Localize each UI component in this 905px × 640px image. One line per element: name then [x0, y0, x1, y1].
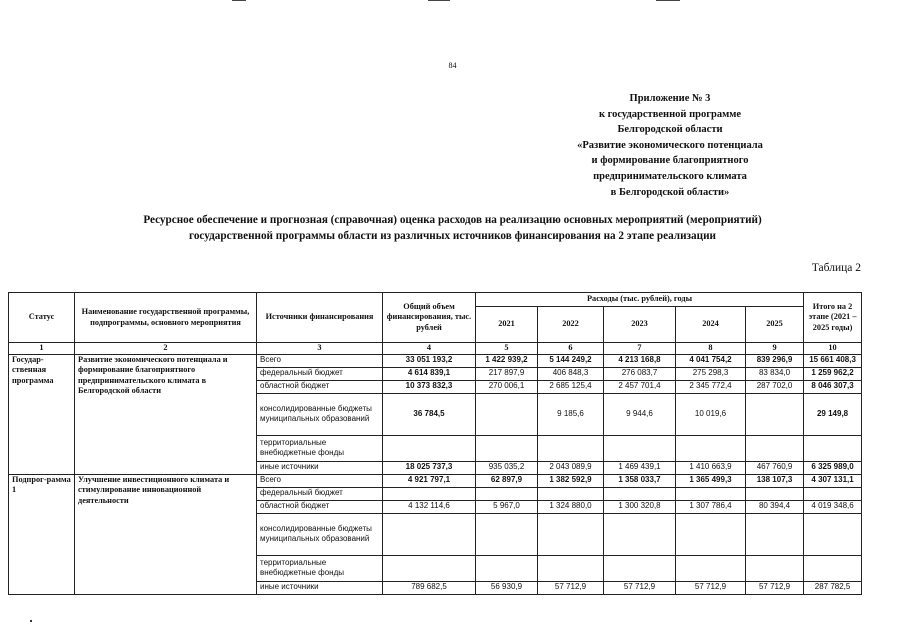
stage-total-cell: 6 325 989,0: [804, 461, 862, 474]
header-year: 2025: [746, 307, 804, 343]
header-year: 2023: [604, 307, 676, 343]
column-index: 4: [383, 343, 476, 355]
year-value-cell: [746, 513, 804, 555]
year-value-cell: [476, 435, 538, 461]
appendix-line: в Белгородской области»: [610, 186, 730, 198]
year-value-cell: [604, 435, 676, 461]
header-year: 2024: [676, 307, 746, 343]
total-volume-cell: 10 373 832,3: [383, 380, 476, 393]
year-value-cell: 217 897,9: [476, 367, 538, 380]
appendix-line: Приложение № 3: [629, 93, 711, 104]
year-value-cell: [476, 487, 538, 500]
source-cell: территориальные внебюджетные фонды: [257, 555, 383, 581]
stage-total-cell: 4 307 131,1: [804, 474, 862, 487]
year-value-cell: [538, 555, 604, 581]
year-value-cell: 1 469 439,1: [604, 461, 676, 474]
year-value-cell: 9 944,6: [604, 393, 676, 435]
source-cell: консолидированные бюджеты муниципальных образований: [257, 393, 383, 435]
scan-edge-line: [232, 0, 246, 1]
column-index: 1: [9, 343, 75, 355]
stage-total-cell: 15 661 408,3: [804, 354, 862, 367]
year-value-cell: [476, 513, 538, 555]
total-volume-cell: 4 921 797,1: [383, 474, 476, 487]
status-cell: Государ-ственная программа: [9, 354, 75, 474]
year-value-cell: [746, 555, 804, 581]
year-value-cell: 1 307 786,4: [676, 500, 746, 513]
year-value-cell: 62 897,9: [476, 474, 538, 487]
scan-edge-line: [428, 0, 450, 1]
year-value-cell: [676, 487, 746, 500]
total-volume-cell: [383, 435, 476, 461]
year-value-cell: 4 041 754,2: [676, 354, 746, 367]
table-body: [9, 354, 862, 594]
source-cell: иные источники: [257, 461, 383, 474]
stage-total-cell: 29 149,8: [804, 393, 862, 435]
year-value-cell: 4 213 168,8: [604, 354, 676, 367]
table-label: Таблица 2: [811, 262, 861, 274]
year-value-cell: 1 324 880,0: [538, 500, 604, 513]
column-index: 8: [676, 343, 746, 355]
appendix-line: предпринимательского климата: [593, 170, 747, 182]
table-row: [9, 354, 862, 367]
year-value-cell: [538, 435, 604, 461]
year-value-cell: 57 712,9: [538, 581, 604, 594]
year-value-cell: 2 685 125,4: [538, 380, 604, 393]
year-value-cell: 10 019,6: [676, 393, 746, 435]
year-value-cell: [476, 555, 538, 581]
year-value-cell: [604, 487, 676, 500]
year-value-cell: 1 410 663,9: [676, 461, 746, 474]
year-value-cell: 2 345 772,4: [676, 380, 746, 393]
year-value-cell: [538, 487, 604, 500]
scan-edge-line: [656, 0, 680, 1]
column-index: 2: [75, 343, 257, 355]
year-value-cell: 287 702,0: [746, 380, 804, 393]
stage-total-cell: [804, 487, 862, 500]
year-value-cell: 1 365 499,3: [676, 474, 746, 487]
scan-speck: [30, 620, 32, 622]
year-value-cell: 57 712,9: [604, 581, 676, 594]
year-value-cell: 406 848,3: [538, 367, 604, 380]
header-name: Наименование государственной программы, подпрограммы, основного мероприятия: [75, 293, 257, 343]
year-value-cell: 1 382 592,9: [538, 474, 604, 487]
year-value-cell: 276 083,7: [604, 367, 676, 380]
appendix-line: «Развитие экономического потенциала: [577, 139, 763, 151]
source-cell: иные источники: [257, 581, 383, 594]
appendix-block: [520, 91, 820, 200]
total-volume-cell: 33 051 193,2: [383, 354, 476, 367]
header-total-volume: Общий объем финансирования, тыс. рублей: [383, 293, 476, 343]
year-value-cell: 80 394,4: [746, 500, 804, 513]
header-year: 2022: [538, 307, 604, 343]
year-value-cell: 270 006,1: [476, 380, 538, 393]
source-cell: федеральный бюджет: [257, 487, 383, 500]
total-volume-cell: [383, 513, 476, 555]
document-title: [0, 212, 905, 244]
year-value-cell: [476, 393, 538, 435]
year-value-cell: 1 300 320,8: [604, 500, 676, 513]
year-value-cell: 56 930,9: [476, 581, 538, 594]
year-value-cell: 57 712,9: [676, 581, 746, 594]
total-volume-cell: 4 132 114,6: [383, 500, 476, 513]
year-value-cell: [746, 487, 804, 500]
year-value-cell: [604, 555, 676, 581]
program-name-cell: Развитие экономического потенциала и формирование благоприятного предпринимательского климата в Белгородской области: [75, 354, 257, 474]
year-value-cell: 5 144 249,2: [538, 354, 604, 367]
column-index: 7: [604, 343, 676, 355]
column-index: 6: [538, 343, 604, 355]
year-value-cell: 2 043 089,9: [538, 461, 604, 474]
stage-total-cell: 4 019 348,6: [804, 500, 862, 513]
year-value-cell: 467 760,9: [746, 461, 804, 474]
header-year: 2021: [476, 307, 538, 343]
appendix-line: к государственной программе: [598, 108, 742, 120]
source-cell: Всего: [257, 474, 383, 487]
source-cell: областной бюджет: [257, 500, 383, 513]
total-volume-cell: [383, 487, 476, 500]
header-expenses-group: Расходы (тыс. рублей), годы: [476, 293, 804, 307]
status-cell: Подпрог-рамма 1: [9, 474, 75, 594]
source-cell: областной бюджет: [257, 380, 383, 393]
stage-total-cell: [804, 435, 862, 461]
title-line: Ресурсное обеспечение и прогнозная (справочная) оценка расходов на реализацию основных мероприятий (мероприятий): [143, 214, 762, 226]
budget-table: [8, 292, 862, 595]
year-value-cell: 138 107,3: [746, 474, 804, 487]
total-volume-cell: 18 025 737,3: [383, 461, 476, 474]
year-value-cell: 9 185,6: [538, 393, 604, 435]
year-value-cell: [676, 555, 746, 581]
stage-total-cell: 1 259 962,2: [804, 367, 862, 380]
year-value-cell: [676, 513, 746, 555]
source-cell: территориальные внебюджетные фонды: [257, 435, 383, 461]
stage-total-cell: 287 782,5: [804, 581, 862, 594]
year-value-cell: [538, 513, 604, 555]
year-value-cell: 1 358 033,7: [604, 474, 676, 487]
year-value-cell: 57 712,9: [746, 581, 804, 594]
year-value-cell: 5 967,0: [476, 500, 538, 513]
year-value-cell: 1 422 939,2: [476, 354, 538, 367]
year-value-cell: 275 298,3: [676, 367, 746, 380]
column-index: 5: [476, 343, 538, 355]
title-line: государственной программы области из различных источников финансирования на 2 этапе реализации: [189, 230, 716, 242]
year-value-cell: 935 035,2: [476, 461, 538, 474]
header-status: Статус: [9, 293, 75, 343]
stage-total-cell: [804, 555, 862, 581]
year-value-cell: [746, 393, 804, 435]
year-value-cell: [604, 513, 676, 555]
column-index: 3: [257, 343, 383, 355]
header-stage-total: Итого на 2 этапе (2021 – 2025 годы): [804, 293, 862, 343]
total-volume-cell: 789 682,5: [383, 581, 476, 594]
table-row: [9, 474, 862, 487]
appendix-line: и формирование благоприятного: [591, 155, 749, 167]
stage-total-cell: 8 046 307,3: [804, 380, 862, 393]
header-sources: Источники финансирования: [257, 293, 383, 343]
total-volume-cell: 36 784,5: [383, 393, 476, 435]
source-cell: консолидированные бюджеты муниципальных образований: [257, 513, 383, 555]
year-value-cell: 2 457 701,4: [604, 380, 676, 393]
source-cell: Всего: [257, 354, 383, 367]
year-value-cell: 83 834,0: [746, 367, 804, 380]
year-value-cell: 839 296,9: [746, 354, 804, 367]
source-cell: федеральный бюджет: [257, 367, 383, 380]
column-index: 9: [746, 343, 804, 355]
page-number: 84: [448, 61, 457, 70]
year-value-cell: [746, 435, 804, 461]
column-index: 10: [804, 343, 862, 355]
total-volume-cell: [383, 555, 476, 581]
program-name-cell: Улучшение инвестиционного климата и стимулирование инновационной деятельности: [75, 474, 257, 594]
stage-total-cell: [804, 513, 862, 555]
year-value-cell: [676, 435, 746, 461]
total-volume-cell: 4 614 839,1: [383, 367, 476, 380]
appendix-line: Белгородской области: [617, 124, 723, 136]
